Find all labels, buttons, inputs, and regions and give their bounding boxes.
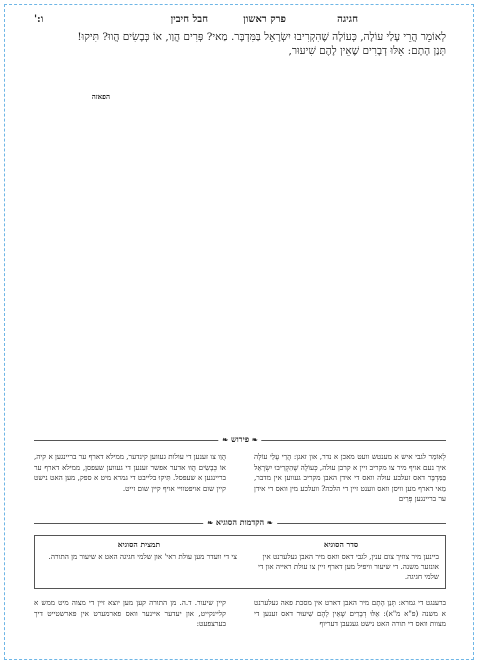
intro-left-column: [34, 598, 226, 630]
commentary-right-column: [254, 452, 446, 505]
main-text: [34, 30, 446, 58]
commentary-paragraph: לְאוֹמֵר לגבי איש א מענטש וועט מאכן א נדר, און זאגן: הֲרֵי עָלַי עוֹלָה איך נעם אויף מיר צו מקריב זיין א קרבן עולה, כְּעוֹלָה שֶׁהִקְרִיבוּ יִשְׂרָאֵל בַּמִּדְבָּר דאס זעלבע עולה וואס די אידן האבן מקריב געווען אין מדבר, מַאי דארף מען וויסן וואס ווענט זיין די הלכה? וועלכע מין וואס די אידן ער בריינגען פְּרִים: [254, 452, 446, 503]
header-page-number: ו:': [34, 14, 44, 25]
intro-heading: [34, 518, 446, 528]
running-header: [34, 14, 446, 30]
header-section: חגיגה: [337, 14, 358, 25]
intro-paragraph: קיין שיעור. ד.ה. מן התורה קען מען יוצא זיין די מצוה מיט ממש א קליינקייט, און יעדער איינער וואס פארמערט אין פארשטייט דיך בערצפעט:: [34, 598, 226, 628]
commentary-title: פירוש: [230, 434, 250, 444]
header-chapter: פרק ראשון: [243, 14, 286, 25]
ornament-icon: ❧: [251, 435, 258, 444]
commentary-heading: [34, 435, 446, 445]
sugya-order-column: [243, 540, 439, 582]
intro-right-column: [254, 598, 446, 630]
commentary-paragraph: הֲוַו צו זענען די עולות געווען קינדער, ממילא דארף ער בריינגען א קיה, אוֹ כְּבָשִׂים הֲווּ אדער אפשר זענען די געווען שעפסן, ממילא דארף ער בריינגען א שעפסל. תִּיקוּ בלייבט די גמרא מיט א ספק, מען האט נישט קיין שום אויפטוויי אויף קיין שום זייט.: [34, 452, 226, 493]
sugya-order-title: סדר הסוגיא: [323, 540, 359, 549]
commentary-left-column: [34, 452, 226, 494]
ornament-icon: ❧: [207, 518, 214, 527]
main-text-line: תְּנַן הָתָם: אֵלּוּ דְבָרִים שֶׁאֵין לָהֶם שִׁיעוּר,: [288, 45, 446, 57]
intro-title: הקדמות הסוגיא: [215, 517, 265, 527]
sugya-summary-text: צי די וועדר מען עולת ראי' און שלמי חגיגה האט א שיעור מן התורה.: [48, 552, 237, 561]
header-tractate: חבל חיבין: [170, 14, 208, 25]
sugya-summary-box: [34, 535, 446, 589]
pause-label: הפאזה: [91, 92, 110, 101]
sugya-summary-column: [41, 540, 237, 562]
ornament-icon: ❧: [266, 518, 273, 527]
ornament-icon: ❧: [222, 435, 229, 444]
intro-paragraph: ברענגט די גמרא: תְּנַן הָתָם מיר האבן דארט אין מסכת פאה געלערנט א משנה (פ"א מ"א): אֵלּוּ דְבָרִים שֶׁאֵין לָהֶם שִׁיעוּר דאס זענען די מצוות וואס די תורה האט נישט געגעבן דעריוף: [254, 598, 446, 628]
main-text-line: לְאוֹמֵר הֲרֵי עָלַי עוֹלָה, כְּעוֹלָה שֶׁהִקְרִיבוּ יִשְׂרָאֵל בַּמִּדְבָּר. מַאי? פְּרִים הֲוַו, אוֹ כְּבָשִׂים הֲווּ? תִּיקוּ!: [77, 31, 446, 43]
sugya-summary-title: תמצית הסוגיא: [117, 540, 161, 549]
sugya-order-text: ביינען מיר צוזיך צום ענין, לגבי דאס וואס מיר האבן געלערנט אין אונזער משנה. די שיעור וויפיל מען דארף זיין צו עולת ראייה און די שלמי חגיגה.: [257, 552, 439, 581]
